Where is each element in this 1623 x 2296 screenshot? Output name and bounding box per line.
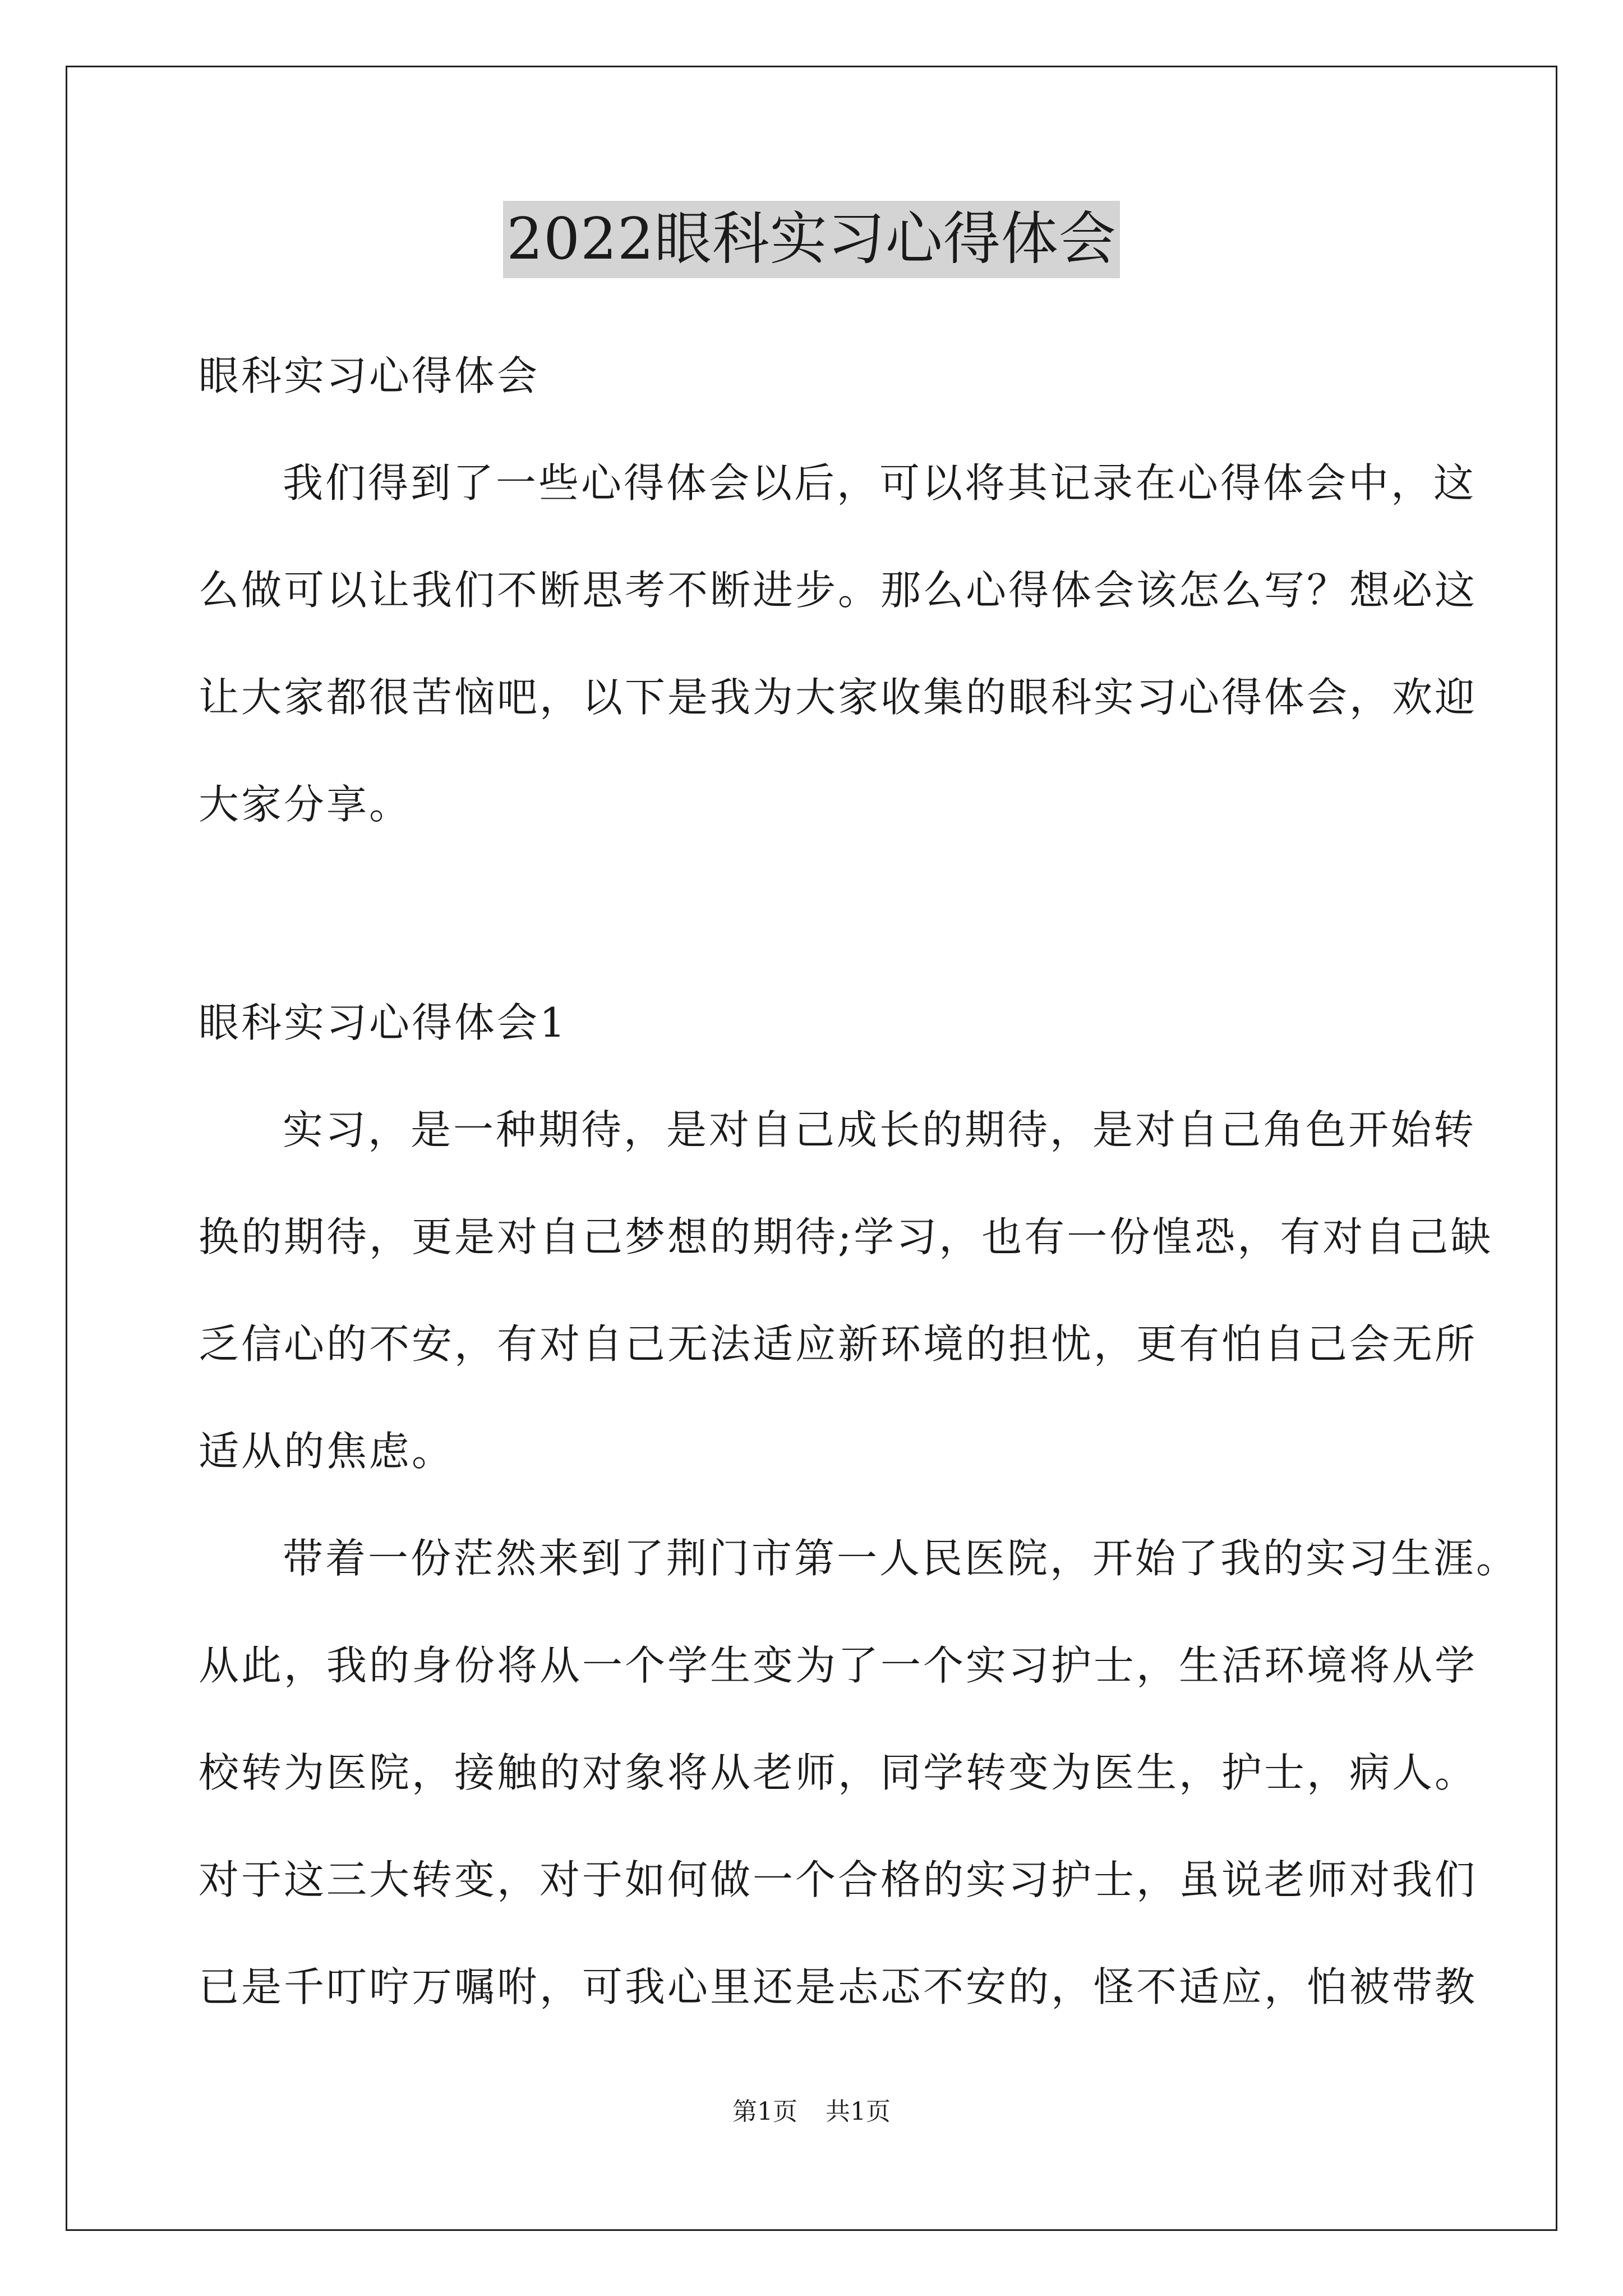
paragraph-line: 带着一份茫然来到了荆门市第一人民医院，开始了我的实习生涯。 [283,1535,1519,1582]
paragraph-line: 实习，是一种期待，是对自己成长的期待，是对自己角色开始转 [283,1106,1477,1153]
paragraph-line: 已是千叮咛万嘱咐，可我心里还是忐忑不安的，怪不适应，怕被带教 [199,1963,1478,2010]
paragraph-line: 换的期待，更是对自己梦想的期待;学习，也有一份惶恐，有对自己缺 [199,1213,1493,1260]
page-number: 第1页 [732,2097,797,2126]
document-title: 2022眼科实习心得体会 [503,201,1120,278]
intro-line: 么做可以让我们不断思考不断进步。那么心得体会该怎么写？想必这 [199,567,1478,614]
paragraph-line: 对于这三大转变，对于如何做一个合格的实习护士，虽说老师对我们 [199,1856,1478,1903]
section-heading: 眼科实习心得体会1 [199,999,568,1046]
paragraph-line: 校转为医院，接触的对象将从老师，同学转变为医生，护士，病人。 [199,1749,1478,1796]
page-total: 共1页 [826,2097,891,2126]
document-body [199,323,1478,858]
section-body [199,969,1519,2041]
intro-line: 让大家都很苦恼吧，以下是我为大家收集的眼科实习心得体会，欢迎 [199,674,1478,721]
title-container [0,201,1623,278]
paragraph-line: 乏信心的不安，有对自己无法适应新环境的担忧，更有怕自己会无所 [199,1320,1478,1368]
paragraph-line: 从此，我的身份将从一个学生变为了一个实习护士，生活环境将从学 [199,1642,1478,1689]
paragraph-line: 适从的焦虑。 [199,1428,455,1475]
intro-line: 我们得到了一些心得体会以后，可以将其记录在心得体会中，这 [283,459,1477,507]
page-footer [0,2095,1623,2129]
intro-line: 大家分享。 [199,781,412,828]
subtitle: 眼科实习心得体会 [199,352,540,399]
